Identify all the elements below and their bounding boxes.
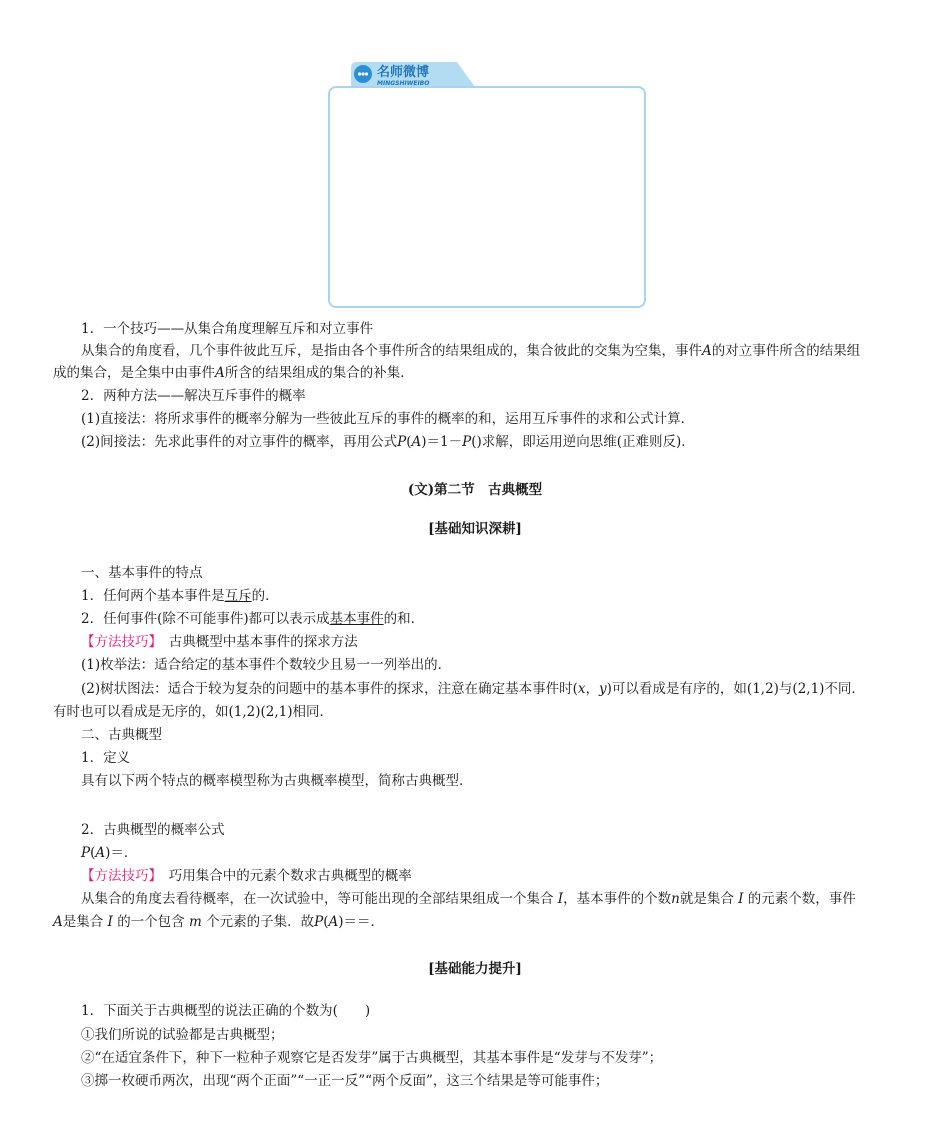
paragraph-line: (1)枚举法：适合给定的基本事件个数较少且易一一列举出的． [81,657,452,673]
section-title: (文)第二节 古典概型 [407,482,543,498]
list-item: 2．古典概型的概率公式 [81,822,225,838]
list-heading: 二、古典概型 [81,727,162,743]
list-item: 2．任何事件(除不可能事件)都可以表示成基本事件的和． [81,611,425,627]
question-option: ③掷一枚硬币两次，出现“两个正面”“一正一反”“两个反面”，这三个结果是等可能事件； [81,1073,609,1089]
question-option: ①我们所说的试验都是古典概型； [81,1027,284,1043]
badge-title: 名师微博 [377,65,430,80]
paragraph-line: 从集合的角度看，几个事件彼此互斥，是指由各个事件所含的结果组成的，集合彼此的交集为空集，事件A的对立事件所含的结果组 [81,343,861,359]
method-tip-label: 【方法技巧】 [81,868,156,884]
list-item: 1．定义 [81,750,131,766]
paragraph-line: 有时也可以看成是无序的，如(1,2)(2,1)相同． [53,704,334,720]
tip-heading-1: 1．一个技巧——从集合角度理解互斥和对立事件 [81,321,374,337]
weibo-content-box [328,86,646,308]
badge-tab-shape [345,60,477,88]
paragraph-line: 成的集合，是全集中由事件A所含的结果组成的集合的补集． [53,365,414,381]
tip-heading-2: 2．两种方法——解决互斥事件的概率 [81,388,306,404]
formula-line: P(A)＝． [81,845,138,861]
badge-subtitle: MINGSHIWEIBO [377,80,430,87]
method-tip: 【方法技巧】 古典概型中基本事件的探求方法 [81,634,358,650]
paragraph-line: 从集合的角度去看待概率，在一次试验中，等可能出现的全部结果组成一个集合 I，基本事件的个数n就是集合 I 的元素个数，事件 [81,891,856,907]
weibo-badge [345,60,477,88]
paragraph-line: 具有以下两个特点的概率模型称为古典概率模型，简称古典概型． [81,773,473,789]
method-tip: 【方法技巧】 巧用集合中的元素个数求古典概型的概率 [81,868,412,884]
paragraph-line: (2)树状图法：适合于较为复杂的问题中的基本事件的探求，注意在确定基本事件时(x，y)可以看成是有序的，如(1,2)与(2,1)不同． [81,681,865,697]
question-option: ②“在适宜条件下，种下一粒种子观察它是否发芽”属于古典概型，其基本事件是“发芽与不发芽”； [81,1050,663,1066]
subsection-title-knowledge: [基础知识深耕] [428,521,522,537]
question-stem: 1．下面关于古典概型的说法正确的个数为( ) [81,1003,371,1019]
paragraph-line: (2)间接法：先求此事件的对立事件的概率，再用公式P(A)＝1－P()求解，即运用逆向思维(正难则反)． [81,434,695,450]
paragraph-line: A是集合 I 的一个包含 m 个元素的子集．故P(A)＝＝． [53,914,384,930]
method-tip-label: 【方法技巧】 [81,634,156,650]
list-item: 1．任何两个基本事件是互斥的． [81,588,279,604]
subsection-title-ability: [基础能力提升] [428,961,522,977]
list-heading: 一、基本事件的特点 [81,565,203,581]
paragraph-line: (1)直接法：将所求事件的概率分解为一些彼此互斥的事件的概率的和，运用互斥事件的求和公式计算． [81,411,695,427]
